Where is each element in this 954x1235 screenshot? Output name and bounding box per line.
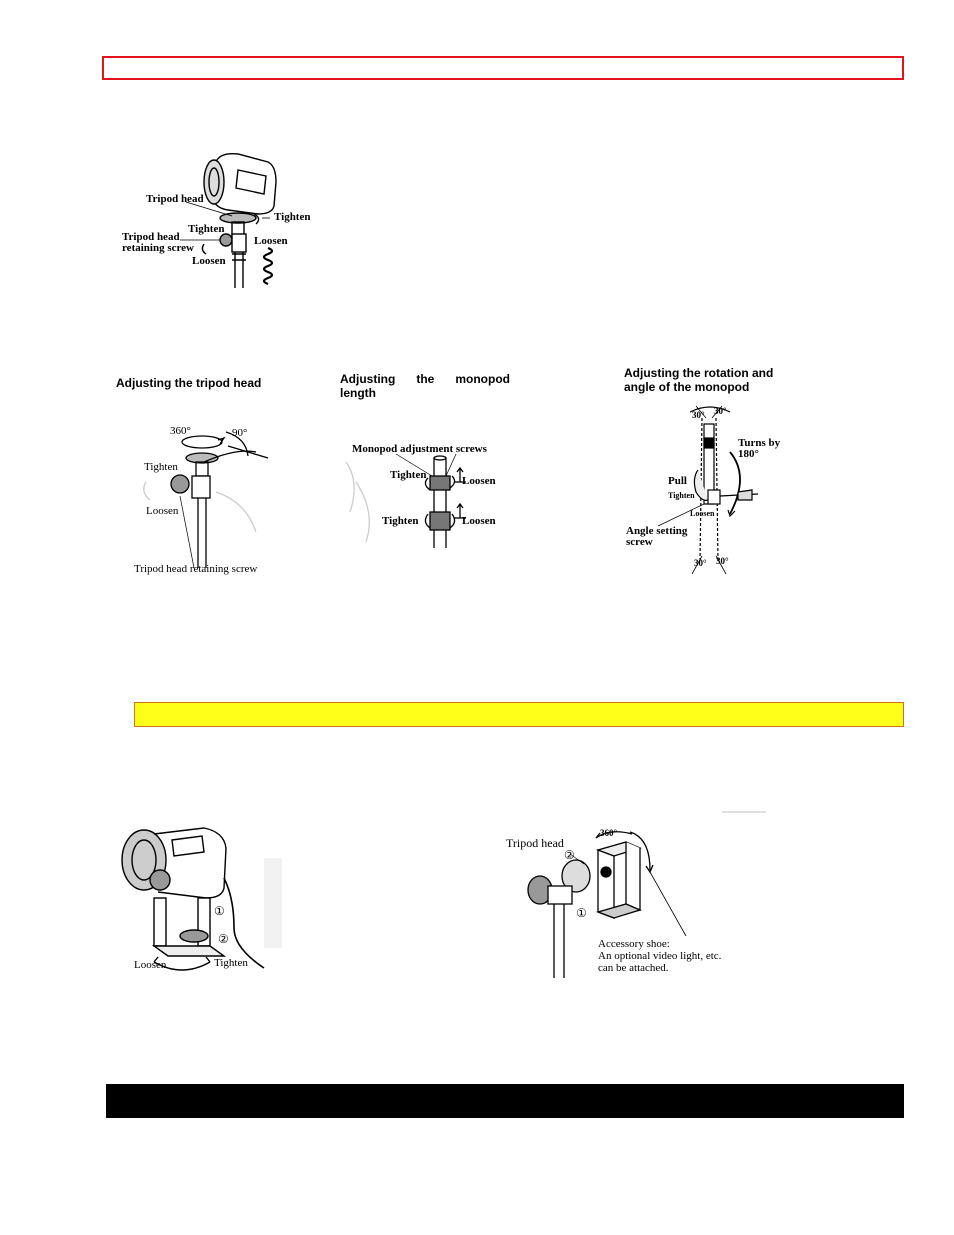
label-loosen: Loosen: [690, 509, 715, 518]
heading-line-2: angle of the monopod: [624, 380, 750, 394]
figure-adjusting-monopod-length: [336, 372, 512, 586]
label-retaining-screw: Tripod head retaining screw: [134, 563, 258, 575]
label-monopod-screws: Monopod adjustment screws: [352, 443, 487, 455]
figure-tripod-head-mount: [108, 148, 324, 296]
label-pull: Pull: [668, 475, 687, 487]
label-30-degrees-bottom-left: 30°: [694, 558, 707, 568]
figure-adjusting-tripod-head: [116, 372, 278, 586]
heading-line-1: Adjusting the rotation and: [624, 366, 774, 380]
label-360-degrees: 360°: [170, 425, 191, 437]
figure-accessory-shoe: [500, 812, 768, 978]
label-tighten-left: Tighten: [188, 223, 225, 235]
yellow-highlight-bar: [134, 702, 904, 727]
label-circled-1: ①: [576, 906, 587, 920]
label-tighten: Tighten: [144, 461, 178, 473]
label-retaining-screw: Tripod head retaining screw: [122, 231, 194, 254]
label-loosen-bottom: Loosen: [192, 255, 226, 267]
label-30-degrees-bottom-right: 30°: [716, 556, 729, 566]
label-loosen-2: Loosen: [462, 515, 496, 527]
label-tighten-top: Tighten: [274, 211, 311, 223]
label-tripod-head: Tripod head: [146, 193, 204, 205]
label-angle-setting-screw: Angle setting screw: [626, 525, 688, 548]
heading-line-1: Adjusting the monopod: [340, 372, 510, 386]
figure-adjusting-tripod-head-drawing: [116, 372, 278, 586]
label-tighten-1: Tighten: [390, 469, 427, 481]
label-loosen: Loosen: [146, 505, 179, 517]
ghost-text-block: [436, 402, 506, 414]
label-360-degrees: 360°: [600, 828, 618, 838]
label-loosen-1: Loosen: [462, 475, 496, 487]
label-tighten: Tighten: [214, 957, 248, 969]
label-circled-2: ②: [218, 932, 229, 946]
label-30-degrees-top-left: 30°: [692, 410, 705, 420]
label-circled-1: ①: [214, 904, 225, 918]
figure-bracket-mount: [114, 818, 282, 986]
label-90-degrees: 90°: [232, 427, 248, 439]
black-footer-bar: [106, 1084, 904, 1118]
label-tripod-head: Tripod head: [506, 836, 564, 850]
label-accessory-shoe: Accessory shoe: An optional video light, etc. can be attached.: [598, 938, 722, 974]
heading-adjusting-tripod-head: Adjusting the tripod head: [116, 376, 262, 390]
heading-line-2: length: [340, 386, 376, 400]
red-header-bar: [102, 56, 904, 80]
label-tighten-2: Tighten: [382, 515, 419, 527]
label-loosen-right: Loosen: [254, 235, 288, 247]
figure-adjusting-rotation-angle: [618, 366, 796, 578]
label-30-degrees-top-right: 30°: [714, 406, 727, 416]
label-circled-2: ②: [564, 848, 575, 862]
label-tighten: Tighten: [668, 491, 695, 500]
label-turns-180: Turns by 180°: [738, 437, 781, 460]
label-loosen: Loosen: [134, 959, 167, 971]
